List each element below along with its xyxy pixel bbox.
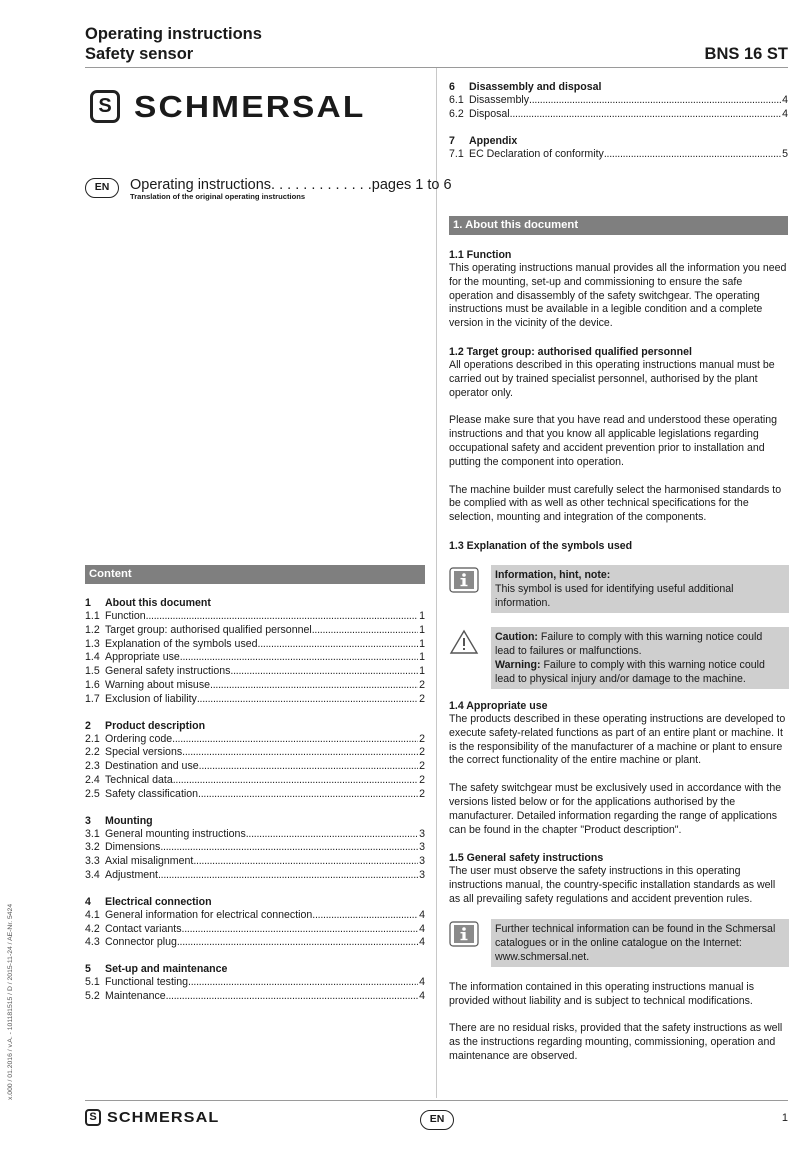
toc-chapter-heading <box>85 814 425 828</box>
toc-entry <box>85 828 425 842</box>
toc-chapter-number: 3 <box>85 814 91 827</box>
about-heading: 1. About this document <box>449 216 788 235</box>
content-heading: Content <box>85 565 425 584</box>
toc-entry-page: 1 <box>419 610 425 622</box>
toc-entry-page: 3 <box>419 855 425 868</box>
warning-text: Failure to comply with this warning notice could lead to physical injury and/or damage to the machine. <box>495 658 765 685</box>
cover-instructions-line: Operating instructions. . . . . . . . . . . . .pages 1 to 6 <box>130 177 452 193</box>
toc-entry-label: Disposal <box>469 107 510 120</box>
sidebar-document-code: x.000 / 01.2016 / v.A. - 101181515 / D / 2015-11-24 / AE-Nr. 5424 <box>7 903 14 1100</box>
toc-group <box>85 596 425 707</box>
info-icon <box>449 567 479 593</box>
toc-leader-dots <box>180 651 418 665</box>
toc-entry <box>85 733 425 747</box>
toc-entry-number: 4.3 <box>85 936 100 949</box>
toc-entry-label: Connector plug <box>105 936 177 949</box>
target-group-text: All operations described in this operating instructions manual must be carried out by trained specialist personnel, authorised by the plant operator only. <box>449 358 775 399</box>
toc-entry-label: General safety instructions <box>105 665 231 678</box>
toc-entry-page: 4 <box>419 936 425 949</box>
toc-entry-number: 1.5 <box>85 665 100 678</box>
header-subtitle: Safety sensor <box>85 45 194 63</box>
toc-chapter-number: 7 <box>449 134 455 147</box>
toc-entry <box>449 94 788 108</box>
footer-brand-name: SCHMERSAL <box>107 1109 220 1126</box>
toc-entry-number: 2.1 <box>85 732 100 745</box>
toc-entry-page: 4 <box>419 922 425 935</box>
about-body <box>449 248 789 1064</box>
toc-leader-dots <box>158 869 418 883</box>
toc-entry-label: Adjustment <box>105 868 158 881</box>
toc-entry-number: 6.2 <box>449 107 464 120</box>
toc-chapter-heading <box>85 719 425 733</box>
toc-leader-dots <box>172 733 418 747</box>
caution-label: Caution: <box>495 630 538 643</box>
toc-entry-number: 1.3 <box>85 637 100 650</box>
toc-entry-label: Appropriate use <box>105 651 180 664</box>
toc-entry-page: 2 <box>419 746 425 759</box>
table-of-contents <box>85 596 425 1016</box>
toc-entry-page: 5 <box>782 147 788 160</box>
function-text: This operating instructions manual provides all the information you need for the mounting, set-up and commissioning to ensure the safe operation and disassembly of the safety switchgear. The operating instructions must be available in a legible condition and a complete version in the vicinity of the device. <box>449 262 787 330</box>
toc-leader-dots <box>182 923 419 937</box>
toc-chapter-heading <box>85 596 425 610</box>
toc-leader-dots <box>182 746 418 760</box>
toc-entry-label: Functional testing <box>105 976 189 989</box>
toc-entry-page: 4 <box>782 94 788 106</box>
toc-chapter-number: 5 <box>85 963 91 976</box>
toc-chapter-title: Set-up and maintenance <box>105 963 228 976</box>
toc-leader-dots <box>510 108 781 122</box>
footer-rule <box>85 1100 788 1101</box>
toc-group <box>85 962 425 1004</box>
info-notice-2 <box>449 919 789 967</box>
toc-entry <box>85 638 425 652</box>
target-group-heading: 1.2 Target group: authorised qualified personnel <box>449 345 692 358</box>
toc-entry-page: 2 <box>419 692 425 705</box>
toc-entry <box>85 760 425 774</box>
toc-entry-number: 2.5 <box>85 787 100 800</box>
toc-chapter-title: Product description <box>105 719 206 732</box>
function-heading: 1.1 Function <box>449 249 512 261</box>
toc-entry-label: Exclusion of liability <box>105 692 197 705</box>
appropriate-use-text-2: The safety switchgear must be exclusively used in accordance with the versions listed below or for the applications authorised by the manufacturer. Detailed information regarding the range of applications can be found in the chapter "Product description". <box>449 782 782 836</box>
model-number: BNS 16 ST <box>704 45 788 63</box>
warning-triangle-icon <box>449 629 479 655</box>
toc-entry-page: 2 <box>419 678 425 691</box>
toc-entry-page: 1 <box>419 651 425 664</box>
toc-leader-dots <box>312 909 418 923</box>
toc-chapter-heading <box>85 962 425 976</box>
toc-entry-label: Contact variants <box>105 922 182 935</box>
toc-entry-page: 3 <box>419 868 425 881</box>
toc-chapter-title: About this document <box>105 597 211 609</box>
toc-entry-number: 5.1 <box>85 976 100 989</box>
brand-logo <box>90 89 366 124</box>
toc-entry-page: 2 <box>419 773 425 786</box>
toc-chapter-title: Disassembly and disposal <box>469 81 602 93</box>
caution-notice <box>449 627 789 689</box>
safety-instructions-text-3: There are no residual risks, provided that the safety instructions as well as the instructions regarding mounting, commissioning, operation and maintenance are observed. <box>449 1022 783 1062</box>
toc-leader-dots <box>160 841 418 855</box>
toc-chapter-number: 6 <box>449 81 455 93</box>
toc-entry-number: 1.7 <box>85 692 100 705</box>
toc-leader-dots <box>529 94 781 108</box>
toc-entry-number: 3.2 <box>85 841 100 854</box>
toc-entry-number: 4.1 <box>85 908 100 921</box>
toc-leader-dots <box>258 638 419 652</box>
toc-entry-page: 3 <box>419 841 425 854</box>
header-title: Operating instructions <box>85 25 262 43</box>
toc-entry <box>85 936 425 950</box>
appropriate-use-text: The products described in these operating instructions are developed to execute safety-related functions as part of an entire plant or machine. It is the responsibility of the manufacturer of a machine or plant to ensure the correct functionality of the entire machine or plant. <box>449 712 786 767</box>
toc-chapter-heading <box>449 134 788 148</box>
page-number: 1 <box>781 1112 788 1124</box>
toc-entry <box>85 693 425 707</box>
toc-entry-page: 4 <box>419 976 425 989</box>
footer-logo <box>85 1109 220 1126</box>
info-2-text: Further technical information can be found in the Schmersal catalogues or in the online catalogue on the Internet: www.schmersal.net. <box>495 922 776 963</box>
appropriate-use-heading: 1.4 Appropriate use <box>449 699 548 712</box>
toc-chapter-number: 1 <box>85 597 91 609</box>
toc-chapter-title: Electrical connection <box>105 895 212 908</box>
toc-leader-dots <box>177 936 418 950</box>
toc-entry-number: 7.1 <box>449 147 464 160</box>
toc-entry <box>85 679 425 693</box>
translation-note: Translation of the original operating instructions <box>130 192 306 201</box>
toc-entry-label: Disassembly <box>469 94 530 106</box>
toc-entry <box>85 976 425 990</box>
brand-name: SCHMERSAL <box>134 89 366 124</box>
toc-chapter-number: 2 <box>85 719 91 732</box>
toc-entry <box>85 788 425 802</box>
info-icon <box>449 921 479 947</box>
column-divider <box>436 68 437 1098</box>
toc-entry-number: 4.2 <box>85 922 100 935</box>
toc-chapter-heading <box>85 895 425 909</box>
toc-entry <box>85 665 425 679</box>
info-notice <box>449 565 789 613</box>
warning-label: Warning: <box>495 658 541 671</box>
toc-chapter-title: Appendix <box>469 134 518 147</box>
toc-entry-page: 2 <box>419 732 425 745</box>
toc-entry-label: Explanation of the symbols used <box>105 637 258 650</box>
schmersal-logo-icon: S <box>90 90 120 123</box>
toc-entry-number: 1.2 <box>85 623 100 636</box>
toc-entry <box>85 746 425 760</box>
toc-group <box>85 719 425 802</box>
footer-language-badge: EN <box>420 1110 454 1130</box>
toc-entry-number: 1.6 <box>85 678 100 691</box>
toc-entry-label: Axial misalignment <box>105 855 194 868</box>
toc-entry-label: Destination and use <box>105 760 199 773</box>
toc-entry <box>85 651 425 665</box>
toc-entry-number: 5.2 <box>85 989 100 1002</box>
toc-entry-number: 3.4 <box>85 868 100 881</box>
table-of-contents-continued <box>449 80 788 173</box>
toc-entry-number: 1.4 <box>85 651 100 664</box>
safety-instructions-text: The user must observe the safety instructions in this operating instructions manual, the country-specific installation standards as well as all prevailing safety regulations and accident prevention rules. <box>449 865 776 905</box>
toc-leader-dots <box>146 610 418 624</box>
toc-entry-label: General information for electrical connection <box>105 908 313 921</box>
toc-entry-number: 6.1 <box>449 94 464 106</box>
toc-entry <box>85 990 425 1004</box>
toc-entry-page: 3 <box>419 827 425 840</box>
toc-leader-dots <box>173 774 418 788</box>
toc-entry-number: 2.2 <box>85 746 100 759</box>
toc-entry <box>85 610 425 624</box>
safety-instructions-text-2: The information contained in this operating instructions manual is provided without liability and is subject to technical modifications. <box>449 980 755 1007</box>
toc-group <box>449 80 788 122</box>
toc-group <box>449 134 788 162</box>
toc-leader-dots <box>198 788 418 802</box>
toc-entry-page: 1 <box>419 623 425 636</box>
toc-entry-page: 4 <box>419 989 425 1002</box>
toc-entry-page: 4 <box>419 908 425 921</box>
toc-entry-page: 2 <box>419 787 425 800</box>
toc-entry-number: 1.1 <box>85 610 100 622</box>
toc-leader-dots <box>166 990 418 1004</box>
toc-leader-dots <box>197 693 418 707</box>
toc-group <box>85 895 425 950</box>
info-text: This symbol is used for identifying useful additional information. <box>495 582 734 609</box>
toc-leader-dots <box>199 760 418 774</box>
toc-entry-label: Technical data <box>105 773 173 786</box>
toc-entry <box>85 841 425 855</box>
caution-text: Failure to comply with this warning notice could lead to failures or malfunctions. <box>495 630 763 657</box>
toc-entry-label: General mounting instructions <box>105 827 246 840</box>
toc-leader-dots <box>210 679 418 693</box>
toc-entry-label: EC Declaration of conformity <box>469 147 604 160</box>
toc-entry <box>85 909 425 923</box>
toc-entry-number: 2.3 <box>85 760 100 773</box>
toc-leader-dots <box>246 828 418 842</box>
toc-entry-label: Maintenance <box>105 989 166 1002</box>
toc-chapter-heading <box>449 80 788 94</box>
toc-entry-page: 4 <box>782 107 788 120</box>
toc-chapter-number: 4 <box>85 895 91 908</box>
toc-entry-label: Safety classification <box>105 787 199 800</box>
target-group-text-3: The machine builder must carefully select the harmonised standards to be complied with as well as other technical specifications for the selection, mounting and integration of the components. <box>449 483 782 524</box>
schmersal-logo-icon: S <box>85 1109 101 1126</box>
toc-entry-number: 3.3 <box>85 855 100 868</box>
toc-entry-label: Target group: authorised qualified personnel <box>105 623 312 636</box>
toc-group <box>85 814 425 883</box>
toc-entry-label: Ordering code <box>105 732 173 745</box>
toc-entry-label: Special versions <box>105 746 183 759</box>
toc-entry <box>449 148 788 162</box>
toc-entry-page: 2 <box>419 760 425 773</box>
toc-entry <box>85 923 425 937</box>
language-badge: EN <box>85 178 119 198</box>
toc-chapter-title: Mounting <box>105 814 153 827</box>
toc-entry-label: Warning about misuse <box>105 678 211 691</box>
toc-entry-label: Dimensions <box>105 841 161 854</box>
toc-leader-dots <box>312 624 418 638</box>
toc-entry-label: Function <box>105 610 146 622</box>
toc-entry <box>85 624 425 638</box>
toc-leader-dots <box>604 148 781 162</box>
toc-leader-dots <box>230 665 418 679</box>
toc-entry <box>85 774 425 788</box>
toc-entry <box>449 108 788 122</box>
toc-entry-number: 2.4 <box>85 773 100 786</box>
info-title: Information, hint, note: <box>495 568 611 581</box>
toc-entry-number: 3.1 <box>85 827 100 840</box>
toc-leader-dots <box>193 855 418 869</box>
toc-entry <box>85 869 425 883</box>
safety-instructions-heading: 1.5 General safety instructions <box>449 852 604 865</box>
toc-entry-page: 1 <box>419 665 425 678</box>
symbols-heading: 1.3 Explanation of the symbols used <box>449 539 633 552</box>
toc-entry <box>85 855 425 869</box>
toc-entry-page: 1 <box>419 637 425 650</box>
target-group-text-2: Please make sure that you have read and understood these operating instructions and that you know all applicable legislations regarding occupational safety and accident prevention prior to installation and putting the component into operation. <box>449 414 778 468</box>
toc-leader-dots <box>188 976 418 990</box>
